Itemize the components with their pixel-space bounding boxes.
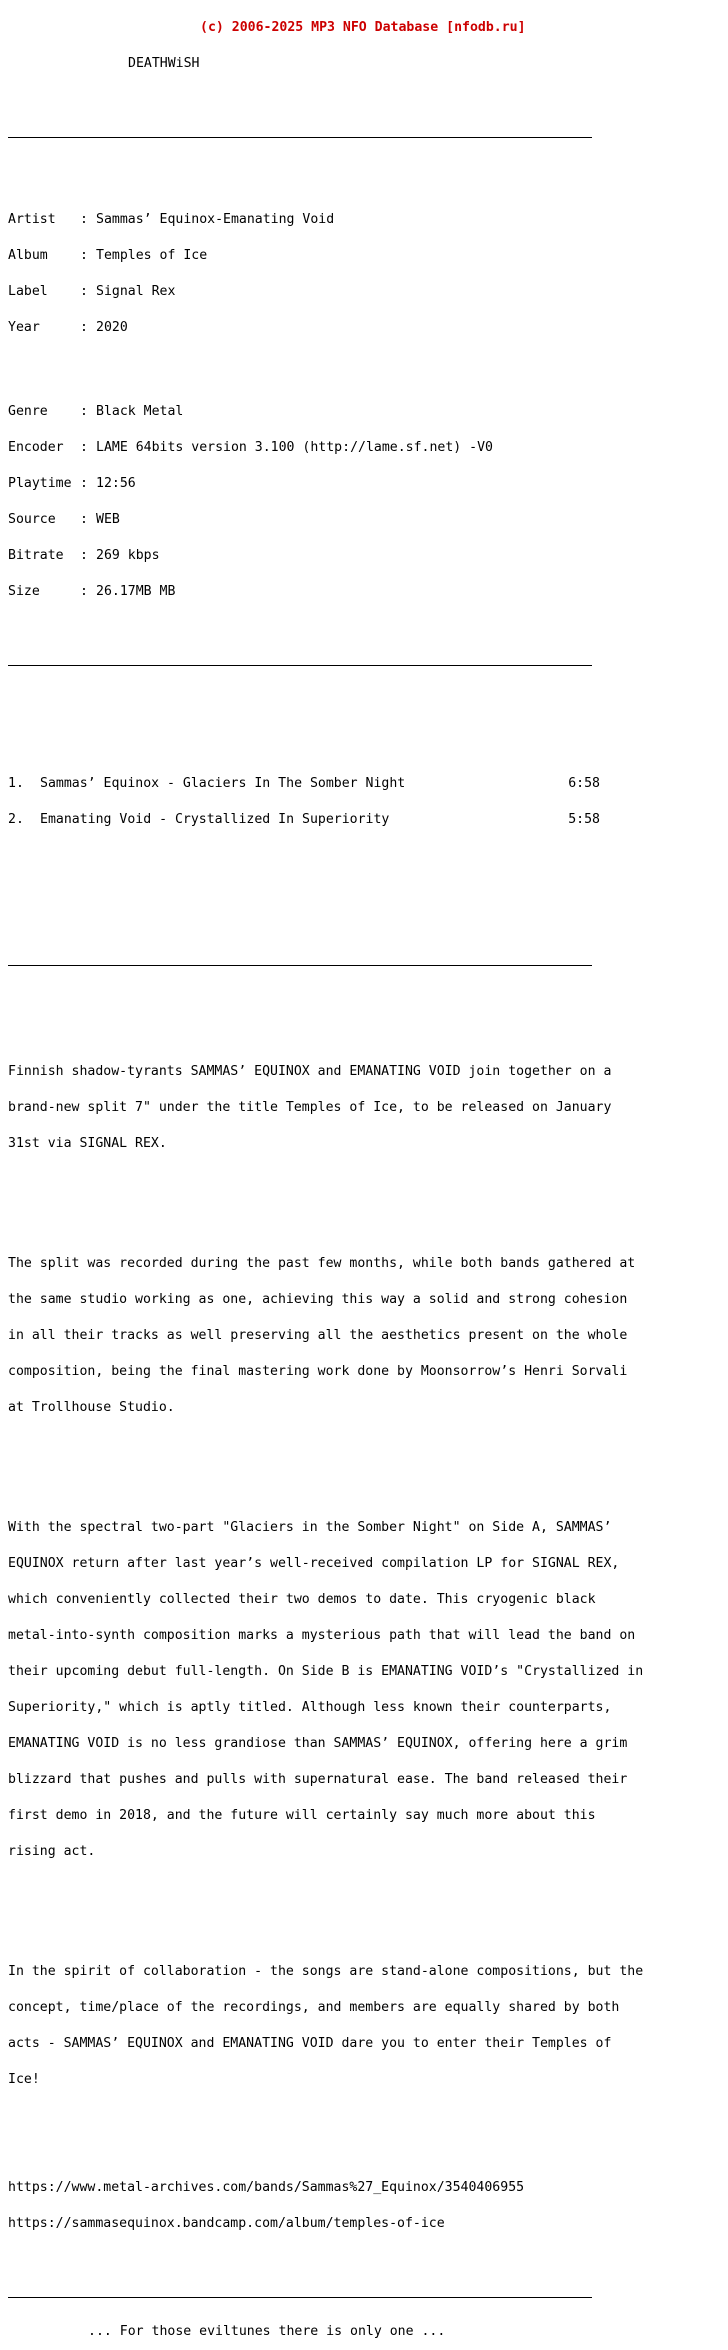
tech-row-playtime: Playtime : 12:56 — [8, 476, 136, 491]
info-row-label: Label : Signal Rex — [8, 284, 176, 299]
link-metal-archives[interactable]: https://www.metal-archives.com/bands/Sammas%27_Equinox/3540406955 — [8, 2180, 525, 2195]
release-group: DEATHWiSH — [128, 56, 200, 71]
nfo-document — [8, 0, 643, 2350]
description-paragraph: Finnish shadow-tyrants SAMMAS’ EQUINOX and EMANATING VOID join together on a brand-new split 7" under the title Temples of Ice, to be released on January 31st via SIGNAL REX. — [8, 1064, 612, 1151]
info-row-album: Album : Temples of Ice — [8, 248, 208, 263]
track-row: 1. Sammas’ Equinox - Glaciers In The Somber Night 6:58 — [8, 776, 600, 791]
tech-row-source: Source : WEB — [8, 512, 120, 527]
description-paragraph: The split was recorded during the past few months, while both bands gathered at the same studio working as one, achieving this way a solid and strong cohesion in all their tracks as well preserving all the aesthetics present on the whole composition, being the final mastering work done by Moonsorrow’s Henri Sorvali at Trollhouse Studio. — [8, 1256, 636, 1415]
tech-row-size: Size : 26.17MB MB — [8, 584, 176, 599]
description-paragraph: In the spirit of collaboration - the songs are stand-alone compositions, but the concept, time/place of the recordings, and members are equally shared by both acts - SAMMAS’ EQUINOX and EMANATING VOID dare you to enter their Temples of Ice! — [8, 1964, 644, 2087]
tech-row-bitrate: Bitrate : 269 kbps — [8, 548, 160, 563]
tech-row-genre: Genre : Black Metal — [8, 404, 184, 419]
info-row-year: Year : 2020 — [8, 320, 128, 335]
track-row: 2. Emanating Void - Crystallized In Superiority 5:58 — [8, 812, 600, 827]
separator — [8, 658, 643, 670]
separator — [8, 2290, 643, 2302]
footer-text: ... For those eviltunes there is only one ... — [88, 2324, 446, 2339]
info-row-artist: Artist : Sammas’ Equinox-Emanating Void — [8, 212, 335, 227]
tech-row-encoder: Encoder : LAME 64bits version 3.100 (http://lame.sf.net) -V0 — [8, 440, 493, 455]
link-bandcamp[interactable]: https://sammasequinox.bandcamp.com/album/temples-of-ice — [8, 2216, 445, 2231]
separator — [8, 130, 643, 142]
nfodb-credit: (c) 2006-2025 MP3 NFO Database [nfodb.ru] — [200, 20, 526, 35]
separator — [8, 958, 643, 970]
description-paragraph: With the spectral two-part "Glaciers in the Somber Night" on Side A, SAMMAS’ EQUINOX return after last year’s well-received compilation LP for SIGNAL REX, which conveniently collected their two demos to date. This cryogenic black metal-into-synth composition marks a mysterious path that will lead the band on their upcoming debut full-length. On Side B is EMANATING VOID’s "Crystallized in Superiority," which is aptly titled. Although less known their counterparts, EMANATING VOID is no less grandiose than SAMMAS’ EQUINOX, offering here a grim blizzard that pushes and pulls with supernatural ease. The band released their first demo in 2018, and the future will certainly say much more about this rising act. — [8, 1520, 644, 1859]
